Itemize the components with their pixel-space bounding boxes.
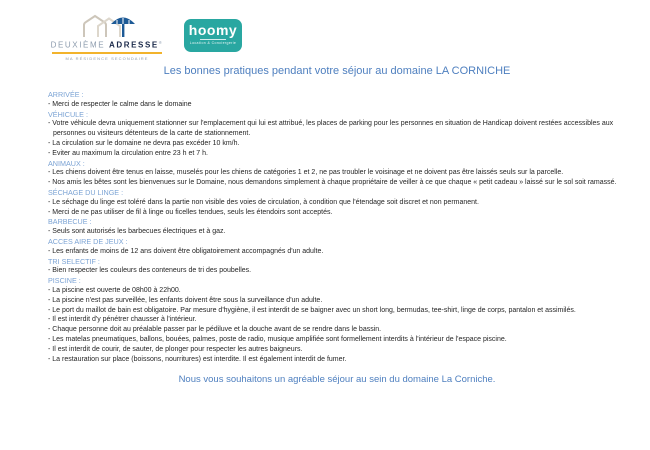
bullet-item: - Eviter au maximum la circulation entre 23 h et 7 h. [48,149,208,157]
bullet-item: - Le port du maillot de bain est obligatoire. Par mesure d'hygiène, il est interdit de se baigner avec un short long, bermudas, tee-shirt, linge de corps, pantalon et assimilés. [48,306,576,314]
hoomy-wordmark: hoomy [188,22,238,38]
sections-container [48,90,626,364]
section-items [48,247,626,257]
bullet-item: - Merci de respecter le calme dans le domaine [48,100,192,108]
section-items [48,119,626,158]
bullet-item: - Nos amis les bêtes sont les bienvenues sur le Domaine, nous demandons simplement à chaque propriétaire de veiller à ce que chaque « petit cadeau » laissé sur le sol soit ramassé. [48,179,617,187]
bullet-item: - Les matelas pneumatiques, ballons, bouées, palmes, poste de radio, musique amplifiée sont formellement interdits à l'intérieur de l'espace piscine. [48,335,507,343]
section-heading: BARBECUE : [48,217,92,227]
hoomy-tagline: Location & Conciergerie [189,41,237,45]
page-title: Les bonnes pratiques pendant votre séjour au domaine LA CORNICHE [163,65,511,77]
rules-section [48,217,626,237]
section-heading: ACCES AIRE DE JEUX : [48,236,128,246]
section-heading: TRI SELECTIF : [48,256,100,266]
bullet-item: - Seuls sont autorisés les barbecues électriques et à gaz. [48,228,226,236]
bullet-item: - Bien respecter les couleurs des conteneurs de tri des poubelles. [48,267,252,275]
section-items [48,198,626,218]
bullet-item: - Les enfants de moins de 12 ans doivent être obligatoirement accompagnés d'un adulte. [48,247,324,255]
rules-section [48,110,626,159]
bullet-item: - Chaque personne doit au préalable passer par le pédiluve et la douche avant de se rendre dans le bassin. [48,326,382,334]
rules-section [48,276,626,364]
section-heading: SÉCHAGE DU LINGE : [48,187,124,197]
section-items [48,100,626,110]
bullet-item: - La piscine n'est pas surveillée, les enfants doivent être sous la surveillance d'un adulte. [48,296,323,304]
bullet-item: - Votre véhicule devra uniquement stationner sur l'emplacement qui lui est attribué, les places de parking pour les personnes en situation de Handicap doivent restées accessibles aux personnes ou visiteurs détenteurs de la carte de stationnement. [48,120,614,138]
section-heading: ANIMAUX : [48,158,85,168]
rules-section [48,257,626,277]
bullet-item: - Les chiens doivent être tenus en laisse, muselés pour les chiens de catégories 1 et 2, ne pas troubler le voisinage et ne doivent pas être laissés seuls sur la parcelle. [48,169,564,177]
section-items [48,227,626,237]
bullet-item: - Merci de ne pas utiliser de fil à linge ou ficelles tendues, seuls les étendoirs sont acceptés. [48,208,333,216]
section-heading: PISCINE : [48,276,81,286]
registered-mark: ® [158,40,164,45]
section-heading: VÉHICULE : [48,109,88,119]
bullet-item: - Le séchage du linge est toléré dans la partie non visible des voies de circulation, à condition que l'étendage soit discret et non permanent. [48,198,479,206]
section-items [48,266,626,276]
rules-section [48,90,626,110]
bullet-item: - La circulation sur le domaine ne devra pas excéder 10 km/h. [48,139,240,147]
closing-message: Nous vous souhaitons un agréable séjour au sein du domaine La Corniche. [178,374,496,386]
rules-section [48,159,626,188]
deuxieme-adresse-tagline: MA RÉSIDENCE SECONDAIRE [65,55,149,61]
logo-word-deuxieme: DEUXIÈME [50,40,106,50]
bullet-item: - La restauration sur place (boissons, nourritures) est interdite. Il est également interdit de fumer. [48,355,347,363]
bullet-item: - Il est interdit de courir, de sauter, de plonger pour respecter les autres baigneurs. [48,345,303,353]
rules-section [48,188,626,217]
section-heading: ARRIVÉE : [48,90,84,99]
section-items [48,168,626,188]
rules-section [48,237,626,257]
bullet-item: - Il est interdit d'y pénétrer chausser à l'intérieur. [48,316,197,324]
section-items [48,286,626,364]
logo-word-adresse: ADRESSE [108,40,159,50]
bullet-item: - La piscine est ouverte de 08h00 à 22h00. [48,286,181,294]
